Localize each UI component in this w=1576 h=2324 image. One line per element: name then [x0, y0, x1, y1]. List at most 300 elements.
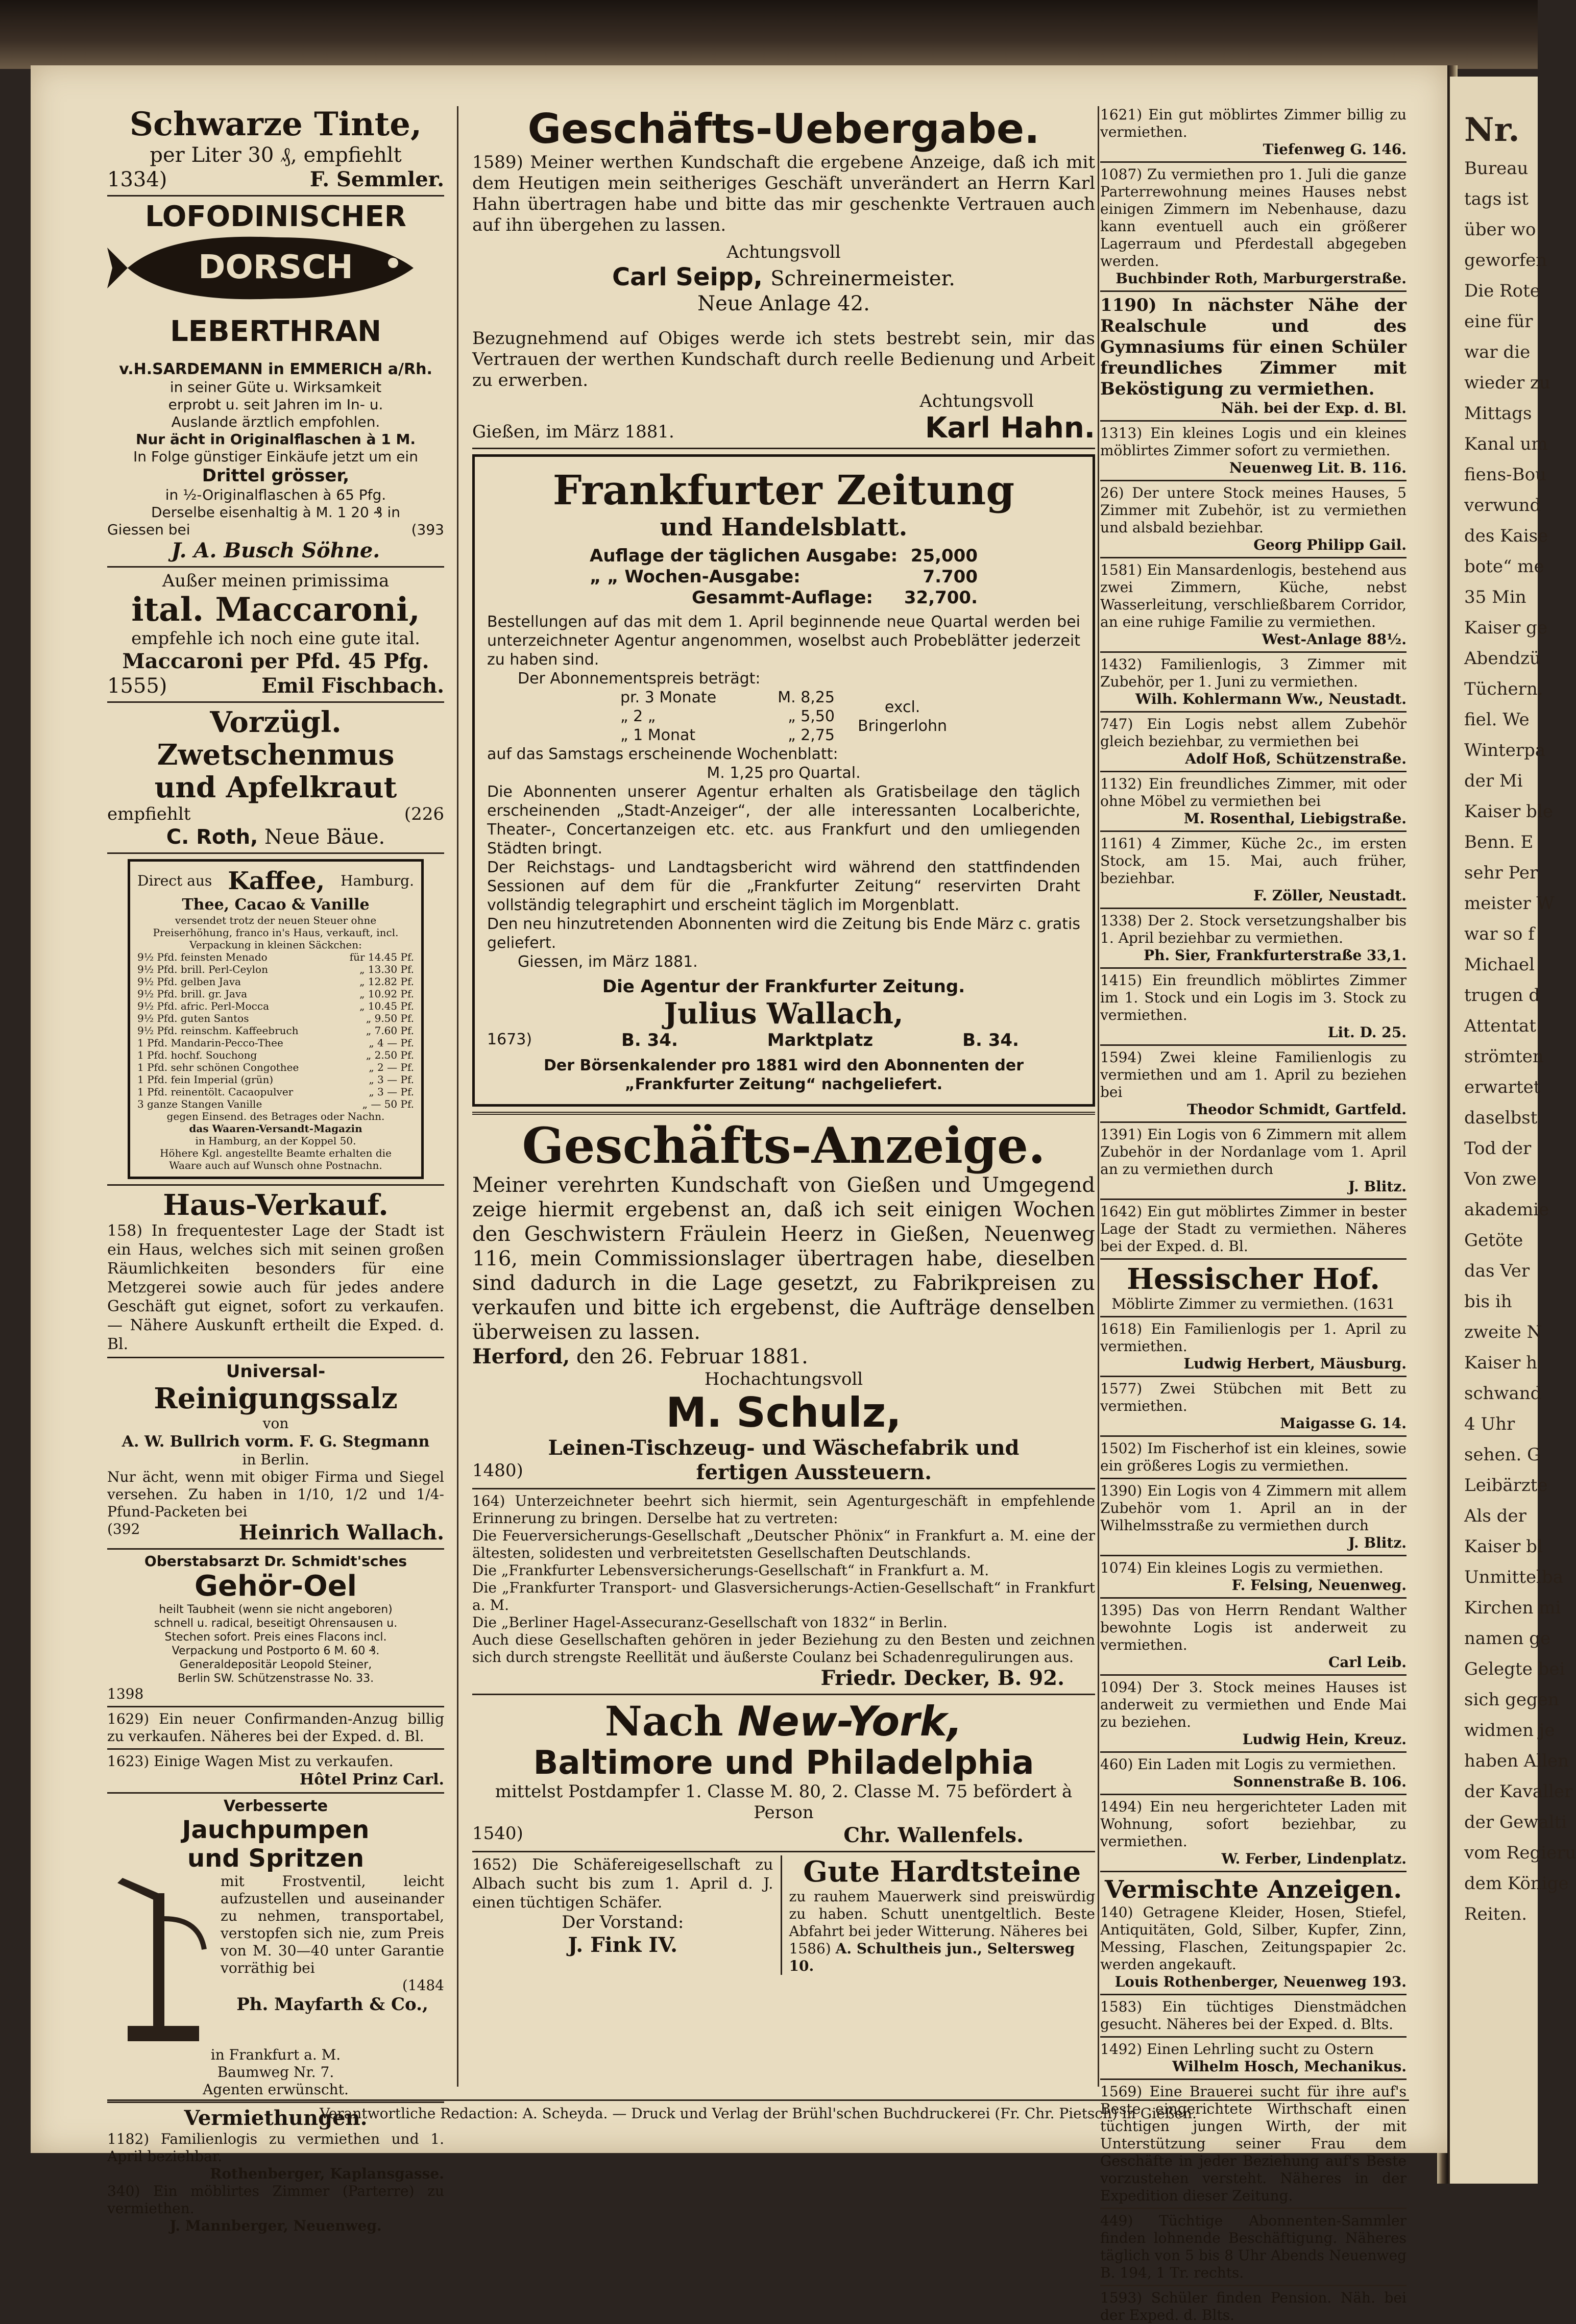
ad-text: 1593) Schüler finden Pension. Näh. bei der Exped. d. Blts.: [1100, 2289, 1407, 2323]
ad-signature: Buchbinder Roth, Marburgerstraße.: [1116, 270, 1407, 287]
ad-line: Höhere Kgl. angestellte Beamte erhalten die: [160, 1147, 392, 1159]
ad-geschaefts-anzeige: [472, 1119, 1095, 1485]
price-row: [137, 1012, 414, 1024]
facing-page-line: über wo: [1464, 219, 1536, 240]
facing-page-line: Reiten.: [1464, 1904, 1527, 1924]
ad-signature: J. A. Busch Söhne.: [171, 539, 380, 562]
ad-signature: Tiefenweg G. 146.: [1263, 141, 1407, 158]
classified-list: [1100, 106, 1407, 1868]
ad-mist: [107, 1753, 444, 1789]
ad-text: 1094) Der 3. Stock meines Hauses ist anderweit zu vermiethen und Ende Mai zu beziehen.: [1100, 1679, 1407, 1730]
ad-decker: [472, 1493, 1095, 1691]
ad-line: Universal-: [226, 1361, 326, 1382]
ad-zwetschen: [107, 706, 444, 849]
price-value: „ 10.45 Pf.: [359, 1000, 414, 1012]
classified-ad: [1100, 106, 1407, 158]
ad-signature: West-Anlage 88½.: [1262, 631, 1407, 648]
book-binding-top: [0, 0, 1538, 69]
ad-text: 158) In frequentester Lage der Stadt ist ein Haus, welches sich mit seinen großen Räumlichkeiten besonders für eine Metzgerei sowie auch für jedes andere Geschäft gut eignet, sofort zu verkaufen. — Nähere Auskunft ertheilt die Exped. d. Bl.: [107, 1222, 444, 1353]
ad-line: Baumweg Nr. 7.: [217, 2064, 334, 2081]
facing-page-line: der Mi: [1464, 771, 1523, 791]
ad-line: Achtungsvoll: [919, 391, 1034, 411]
ad-date: Giessen, im März 1881.: [518, 953, 698, 971]
ad-line: Außer meinen primissima: [162, 571, 390, 591]
divider: [1100, 1674, 1407, 1676]
ad-signature: C. Roth,: [166, 825, 258, 849]
price-value: „ 3 — Pf.: [369, 1086, 414, 1098]
ad-title-bottom: LEBERTHRAN: [170, 315, 381, 348]
ad-title: Haus-Verkauf.: [163, 1188, 389, 1222]
ad-number: 1398: [107, 1685, 144, 1702]
agency-item: Die Feuerversicherungs-Gesellschaft „Deutscher Phönix“ in Frankfurt a. M. eine der ältesten, solidesten und verbreitetsten Gesellschaften Deutschlands.: [472, 1527, 1095, 1561]
classified-ad: [1100, 2041, 1407, 2075]
facing-page-line: Attentat: [1464, 1016, 1536, 1036]
ad-title: Gute Hardtsteine: [803, 1855, 1081, 1889]
ad-haus: [107, 1189, 444, 1354]
ad-row: [472, 1855, 1095, 1975]
price-table: [620, 688, 835, 745]
ad-signature: Wilh. Kohlermann Ww., Neustadt.: [1135, 691, 1407, 707]
ad-signature: Theodor Schmidt, Gartfeld.: [1187, 1101, 1407, 1118]
ad-text: Auch diese Gesellschaften gehören in jeder Beziehung zu den Besten und zeichnen sich durch strengste Reellität und äußerste Coulanz bei Schadenregulirungen aus.: [472, 1631, 1095, 1666]
price-row: [620, 688, 835, 707]
price-row: [620, 726, 835, 745]
price-item: 9½ Pfd. gelben Java: [137, 975, 241, 988]
facing-page-line: fiens-Bou: [1464, 464, 1546, 485]
ad-line: In Folge günstiger Einkäufe jetzt um ein: [133, 448, 418, 465]
ad-line: in Frankfurt a. M.: [210, 2046, 341, 2063]
ad-line: Drittel grösser,: [202, 466, 350, 486]
ad-number: (226: [404, 804, 444, 824]
ad-line: Hochachtungsvoll: [704, 1369, 863, 1389]
classified-ad: [1100, 295, 1407, 417]
ad-line: Bringerlohn: [858, 717, 947, 735]
classified-ad: [1100, 1559, 1407, 1594]
facing-page-line: namen ge: [1464, 1628, 1551, 1649]
price-value: für 14.45 Pf.: [349, 951, 414, 963]
divider: [1100, 908, 1407, 909]
ad-number: 1586): [789, 1940, 831, 1957]
ad-title: Gehör-Oel: [195, 1570, 357, 1603]
ad-signature: Ph. Sier, Frankfurterstraße 33,1.: [1144, 947, 1407, 964]
ad-text: 1395) Das von Herrn Rendant Walther bewohnte Logis ist anderweit zu vermiethen.: [1100, 1602, 1407, 1653]
section-title: Vermiethungen.: [184, 2106, 368, 2130]
facing-page-line: Kirchen mi: [1464, 1598, 1561, 1618]
ad-line: Schreinermeister.: [770, 267, 956, 290]
ad-value: 7.700: [923, 567, 978, 587]
facing-page-line: Michael: [1464, 955, 1535, 975]
divider: [1100, 1994, 1407, 1995]
classified-ad: [1100, 1203, 1407, 1255]
ad-signature: M. Rosenthal, Liebigstraße.: [1183, 810, 1407, 827]
column-rule: [1098, 106, 1099, 2087]
facing-page-line: sehr Per: [1464, 863, 1538, 883]
ad-line: excl.: [884, 698, 920, 716]
ad-text: 747) Ein Logis nebst allem Zubehör gleich beziehbar, zu vermiethen bei: [1100, 716, 1407, 750]
newspaper-page: [31, 65, 1447, 2323]
price-item: 9½ Pfd. reinschm. Kaffeebruch: [137, 1024, 299, 1037]
ad-signature: Ph. Mayfarth & Co.,: [236, 1994, 428, 2015]
divider: [1100, 1597, 1407, 1599]
price-value: „ 10.92 Pf.: [359, 988, 414, 1000]
facing-page-line: Abendzü: [1464, 648, 1541, 669]
ad-gehoer: [107, 1553, 444, 1703]
divider: [1100, 420, 1407, 422]
ad-line: Verpackung und Postporto 6 M. 60 ₰.: [172, 1645, 380, 1657]
ad-signature: F. Zöller, Neustadt.: [1253, 887, 1407, 904]
ad-line: das Waaren-Versandt-Magazin: [189, 1122, 362, 1135]
price-row: [137, 1024, 414, 1037]
facing-page-line: Als der: [1464, 1506, 1526, 1526]
facing-page-line: Benn. E: [1464, 832, 1534, 852]
price-value: M. 8,25: [778, 689, 835, 706]
ad-text: 1190) In nächster Nähe der Realschule und des Gymnasiums für einen Schüler freundliches Zimmer mit Beköstigung zu vermiethen.: [1100, 295, 1407, 399]
agency-list: [472, 1527, 1095, 1631]
price-item: 9½ Pfd. feinsten Menado: [137, 951, 268, 963]
ad-line: Verbesserte: [223, 1797, 328, 1815]
facing-page: [1450, 77, 1576, 2184]
ad-text: Die Abonnenten unserer Agentur erhalten als Gratisbeilage den täglich erscheinenden „Stadt-Anzeiger“, der alle interessanten Localberichte, Theater-, Concertanzeigen etc. etc. aus Frankfurt und den umliegenden Städten bringt.: [487, 783, 1080, 858]
classified-ad: [1100, 484, 1407, 554]
ad-signature: Näh. bei der Exp. d. Bl.: [1221, 400, 1407, 417]
facing-page-line: daselbst: [1464, 1108, 1538, 1128]
classified-ad: [1100, 912, 1407, 964]
ad-title: ital. Maccaroni,: [131, 591, 420, 629]
ad-title: Jauchpumpen: [182, 1816, 370, 1844]
price-value: „ 2,75: [788, 726, 835, 744]
ad-line: Die Agentur der Frankfurter Zeitung.: [602, 976, 965, 997]
facing-page-line: sich gegen: [1464, 1690, 1559, 1710]
ad-text: 1087) Zu vermiethen pro 1. Juli die ganze Parterrewohnung meines Hauses nebst einigen Zimmern im Nebenhause, dazu kann eventuell auch ein größerer Lagerraum und Pferdestall abgegeben werden.: [1100, 166, 1407, 270]
classified-ad: [1100, 1482, 1407, 1552]
classified-ad: [1100, 656, 1407, 708]
price-value: „ 3 — Pf.: [369, 1073, 414, 1086]
agency-item: Die „Frankfurter Transport- und Glasversicherungs-Actien-Gesellschaft“ in Frankfurt a. M.: [472, 1579, 1095, 1613]
price-row: [137, 1098, 414, 1110]
facing-page-line: Winterpa: [1464, 740, 1546, 761]
ad-pumpen: [107, 1797, 444, 2098]
classified-ad: [1100, 835, 1407, 904]
classified-ad: [1100, 425, 1407, 477]
classified-ad: [1100, 1756, 1407, 1791]
ad-value: 25,000: [910, 546, 978, 566]
facing-page-line: war die: [1464, 342, 1531, 362]
ad-text: 1313) Ein kleines Logis und ein kleines möblirtes Zimmer sofort zu vermiethen.: [1100, 425, 1407, 459]
ad-uebergabe: [472, 106, 1095, 445]
ad-text: Nur ächt, wenn mit obiger Firma und Siegel versehen. Zu haben in 1/10, 1/2 und 1/4-Pfund-Packeten bei: [107, 1469, 444, 1520]
facing-page-line: widmen je: [1464, 1720, 1555, 1741]
ad-text: 340) Ein möblirtes Zimmer (Parterre) zu vermiethen.: [107, 2183, 444, 2217]
ad-date: Herford,: [472, 1344, 570, 1368]
ad-kaffee: [128, 859, 424, 1179]
facing-page-line: 4 Uhr: [1464, 1414, 1515, 1434]
ad-signature: M. Schulz,: [666, 1389, 902, 1436]
facing-page-line: Von zwe: [1464, 1169, 1537, 1189]
ad-signature: J. Blitz.: [1348, 1534, 1407, 1551]
ad-title: und Apfelkraut: [154, 771, 397, 804]
ad-title: Kaffee,: [228, 867, 325, 895]
ad-dorsch: [107, 202, 444, 563]
divider: [1100, 1198, 1407, 1200]
facing-page-line: der Gewalti: [1464, 1812, 1567, 1832]
ad-line: Der Abonnementspreis beträgt:: [518, 670, 761, 688]
ad-signature: Heinrich Wallach.: [238, 1521, 444, 1545]
ad-line: heilt Taubheit (wenn sie nicht angeboren): [159, 1603, 393, 1616]
ad-title: Hessischer Hof.: [1127, 1262, 1380, 1296]
ad-date: Gießen, im März 1881.: [472, 422, 674, 442]
ad-number: 1673): [487, 1031, 532, 1048]
price-row: [137, 963, 414, 975]
ad-signature: Emil Fischbach.: [261, 674, 444, 698]
divider: [1100, 651, 1407, 653]
price-row: [137, 1061, 414, 1073]
ad-line: in seiner Güte u. Wirksamkeit: [169, 379, 382, 396]
ad-tinte: [107, 106, 444, 192]
classified-ad: [1100, 1904, 1407, 1991]
price-item: 1 Pfd. sehr schönen Congothee: [137, 1061, 299, 1073]
facing-page-line: Mittags: [1464, 403, 1532, 424]
facing-page-line: des Kaise: [1464, 526, 1548, 546]
ad-line: Berlin SW. Schützenstrasse No. 33.: [177, 1672, 374, 1685]
ad-new-york: [472, 1698, 1095, 1848]
ad-hardtsteine: [782, 1855, 1096, 1975]
ad-line: Gesammt-Auflage:: [692, 588, 874, 608]
price-row: [137, 1049, 414, 1061]
ad-text: 1390) Ein Logis von 4 Zimmern mit allem Zubehör vom 1. April an in der Wilhelmsstraße zu vermiethen durch: [1100, 1482, 1407, 1534]
ad-subtitle: und Handelsblatt.: [660, 513, 908, 542]
ad-signature: Rothenberger, Kaplansgasse.: [210, 2165, 444, 2182]
ad-address: Neue Bäue.: [264, 825, 385, 849]
divider: [1100, 1794, 1407, 1795]
facing-page-line: war so f: [1464, 924, 1535, 944]
ad-line: A. W. Bullrich vorm. F. G. Stegmann: [122, 1433, 430, 1451]
facing-page-line: Getöte: [1464, 1230, 1523, 1251]
facing-page-line: Kaiser ge: [1464, 618, 1548, 638]
ad-line: Leinen-Tischzeug- und Wäschefabrik und: [548, 1436, 1020, 1460]
ad-value: 32,700.: [904, 588, 978, 608]
pump-icon: [107, 1873, 214, 2046]
ad-line: Waare auch auf Wunsch ohne Postnachn.: [169, 1159, 382, 1171]
column-2: [472, 106, 1095, 1975]
ad-maker: v.H.SARDEMANN in EMMERICH a/Rh.: [119, 360, 432, 378]
ad-text: 1577) Zwei Stübchen mit Bett zu vermiethen.: [1100, 1380, 1407, 1414]
ad-number: 1480): [472, 1460, 523, 1481]
section-title: Vermischte Anzeigen.: [1104, 1875, 1402, 1904]
ad-text: 1415) Ein freundlich möblirtes Zimmer im 1. Stock und ein Logis im 3. Stock zu vermiethen.: [1100, 972, 1407, 1023]
ad-line: schnell u. radical, beseitigt Ohrensausen u.: [154, 1617, 398, 1630]
ad-text: 449) Tüchtige Abonnenten-Sammler finden lohnende Beschäftigung. Näheres täglich von 5 bis 8 Uhr Abends Neuenweg B. 194, 1 Tr. rechts.: [1100, 2212, 1407, 2281]
classified-ad: [1100, 775, 1407, 827]
ad-signature: Ludwig Hein, Kreuz.: [1242, 1731, 1407, 1748]
ad-title: Geschäfts-Anzeige.: [522, 1117, 1046, 1175]
ad-line: Auflage der täglichen Ausgabe:: [590, 546, 898, 566]
section-vermiethungen: [107, 2106, 444, 2235]
divider: [1100, 1555, 1407, 1556]
ad-title: Nach: [604, 1697, 723, 1745]
facing-page-line: eine für: [1464, 311, 1533, 332]
divider: [1100, 2208, 1407, 2209]
ad-line: mittelst Postdampfer 1. Classe M. 80, 2. Classe M. 75 befördert à Person: [495, 1781, 1073, 1823]
ad-signature: J. Fink IV.: [568, 1933, 678, 1957]
price-row: [137, 988, 414, 1000]
ad-signature: A. Schultheis jun., Seltersweg 10.: [789, 1940, 1075, 1974]
classified-ad: [1100, 1602, 1407, 1671]
facing-page-line: haben Allen: [1464, 1751, 1569, 1771]
ad-text: 1492) Einen Lehrling sucht zu Ostern: [1100, 2041, 1374, 2058]
ad-text: 140) Getragene Kleider, Hosen, Stiefel, Antiquitäten, Gold, Silber, Kupfer, Zinn, Messing, Flaschen, Zeitungspapier 2c. werden angekauft.: [1100, 1904, 1407, 1973]
divider: [1100, 830, 1407, 832]
ad-signature: Hôtel Prinz Carl.: [299, 1771, 444, 1789]
facing-page-line: bote“ me: [1464, 556, 1544, 577]
ad-title-top: LOFODINISCHER: [145, 200, 406, 233]
facing-page-line: schwand: [1464, 1383, 1542, 1404]
facing-page-line: Kaiser h: [1464, 1353, 1538, 1373]
divider: [1100, 967, 1407, 969]
ad-title: New-York,: [737, 1698, 963, 1745]
ad-text: 1583) Ein tüchtiges Dienstmädchen gesucht. Näheres bei der Exped. d. Blts.: [1100, 1998, 1407, 2033]
classified-ad: [1100, 1126, 1407, 1195]
price-row: [137, 1086, 414, 1098]
ad-signature: Friedr. Decker, B. 92.: [820, 1666, 1064, 1690]
ad-text: Den neu hinzutretenden Abonnenten wird die Zeitung bis Ende März c. gratis geliefert.: [487, 915, 1080, 952]
classified-ad: [1100, 1679, 1407, 1748]
price-row: [137, 975, 414, 988]
ad-schaefer: [472, 1855, 782, 1975]
ad-text: 26) Der untere Stock meines Hauses, 5 Zimmer mit Zubehör, ist zu vermiethen und alsbald beziehbar.: [1100, 484, 1407, 536]
ad-text: 1182) Familienlogis zu vermiethen und 1. April beziehbar.: [107, 2131, 444, 2165]
ad-signature: Karl Hahn.: [925, 411, 1095, 445]
divider: [1100, 1044, 1407, 1046]
ad-number: (1484: [402, 1977, 444, 1994]
classified-ad: [1100, 1440, 1407, 1475]
classified-ad: [1100, 166, 1407, 287]
facing-page-line: das Ver: [1464, 1261, 1530, 1281]
column-1: [107, 106, 444, 2235]
facing-page-line: Tod der: [1464, 1138, 1532, 1159]
facing-page-line: sehen. G: [1464, 1445, 1541, 1465]
ad-signature: Georg Philipp Gail.: [1253, 536, 1407, 553]
ad-line: Maccaroni per Pfd. 45 Pfg.: [122, 649, 429, 673]
ad-number: 1555): [107, 674, 167, 698]
ad-line: Oberstabsarzt Dr. Schmidt'sches: [144, 1553, 407, 1570]
ad-text: 1581) Ein Mansardenlogis, bestehend aus zwei Zimmern, Küche, nebst Wasserleitung, verschließbarem Corridor, an eine ruhige Familie zu vermiethen.: [1100, 561, 1407, 630]
ad-text: 1589) Meiner werthen Kundschaft die ergebene Anzeige, daß ich mit dem Heutigen mein seitheriges Geschäft unverändert an Herrn Karl Hahn übertragen habe und bitte das mir geschenkte Vertrauen auch auf ihn übergehen zu lassen.: [472, 152, 1095, 235]
facing-page-line: vom Regieru: [1464, 1843, 1576, 1863]
facing-page-line: Bureau: [1464, 158, 1529, 179]
price-item: 9½ Pfd. brill. Perl-Ceylon: [137, 963, 268, 975]
divider: [1100, 2036, 1407, 2038]
facing-page-line: dem Könige: [1464, 1873, 1569, 1894]
ad-city: Giessen bei: [107, 521, 190, 538]
facing-page-line: fiel. We: [1464, 710, 1530, 730]
ad-title: Geschäfts-Uebergabe.: [527, 105, 1040, 153]
agency-item: Die „Frankfurter Lebensversicherungs-Gesellschaft“ in Frankfurt a. M.: [472, 1562, 989, 1579]
classified-ad: [1100, 2289, 1407, 2324]
ad-title: Schwarze Tinte,: [129, 105, 422, 143]
ad-text: Der Börsenkalender pro 1881 wird den Abonnenten der „Frankfurter Zeitung“ nachgeliefert.: [544, 1057, 1024, 1093]
facing-page-line: Kaiser ble: [1464, 801, 1553, 822]
ad-text: 1621) Ein gut möblirtes Zimmer billig zu vermiethen.: [1100, 106, 1407, 140]
price-period: „ 2 „: [620, 707, 656, 725]
facing-page-line: meister W: [1464, 893, 1555, 914]
ad-line: versendet trotz der neuen Steuer ohne Preiserhöhung, franco in's Haus, verkauft, incl.: [153, 914, 399, 939]
ad-line: fertigen Aussteuern.: [696, 1460, 932, 1484]
ad-signature: W. Ferber, Lindenplatz.: [1221, 1850, 1407, 1867]
ad-line: Direct aus: [137, 872, 212, 889]
ad-line: Hamburg.: [341, 872, 414, 889]
ad-line: Derselbe eisenhaltig à M. 1 20 ₰ in: [151, 504, 400, 521]
facing-page-line: trugen d: [1464, 985, 1540, 1006]
price-item: 9½ Pfd. guten Santos: [137, 1012, 249, 1024]
price-value: „ 9.50 Pf.: [366, 1012, 414, 1024]
ad-text: 1074) Ein kleines Logis zu vermiethen.: [1100, 1559, 1384, 1576]
ad-number: (393: [411, 521, 444, 538]
ad-text: 1502) Im Fischerhof ist ein kleines, sowie ein größeres Logis zu vermiethen.: [1100, 1440, 1407, 1474]
facing-page-line: akademie: [1464, 1200, 1549, 1220]
ad-line: erprobt u. seit Jahren im In- u.: [168, 396, 383, 413]
divider: [1100, 1435, 1407, 1437]
ad-title: Frankfurter Zeitung: [552, 466, 1015, 514]
ad-text: 1161) 4 Zimmer, Küche 2c., im ersten Stock, am 15. Mai, auch früher, beziehbar.: [1100, 835, 1407, 887]
ad-signature: Carl Leib.: [1328, 1654, 1407, 1671]
ad-text: 1652) Die Schäfereigesellschaft zu Albach sucht bis zum 1. April d. J. einen tüchtigen Schäfer.: [472, 1856, 773, 1912]
ad-text: 1594) Zwei kleine Familienlogis zu vermiethen und am 1. April zu beziehen bei: [1100, 1049, 1407, 1100]
ad-line: empfiehlt: [107, 804, 191, 824]
ad-line: Marktplatz: [767, 1030, 874, 1050]
ad-text: 1623) Einige Wagen Mist zu verkaufen.: [107, 1753, 394, 1770]
ad-line: auf das Samstags erscheinende Wochenblatt:: [487, 745, 838, 763]
ad-title: Vorzügl. Zwetschenmus: [157, 705, 395, 772]
ad-text: 1569) Eine Brauerei sucht für ihre auf's Beste eingerichtete Wirthschaft einen tüchtigen jungen Wirth, der mit Unterstützung seiner Frau dem Geschäfte in jeder Beziehung auf's Beste vorzustehen versteht. Näheres in der Expedition dieser Zeitung.: [1100, 2083, 1407, 2204]
divider: [1100, 1376, 1407, 1377]
classified-ad: [1100, 2212, 1407, 2282]
facing-page-line: zweite N: [1464, 1322, 1542, 1342]
price-value: „ 4 — Pf.: [369, 1037, 414, 1049]
ad-signature: Sonnenstraße B. 106.: [1233, 1773, 1407, 1790]
classified-ad: [1100, 1320, 1407, 1373]
price-item: 9½ Pfd. afric. Perl-Mocca: [137, 1000, 269, 1012]
price-value: „ 5,50: [788, 707, 835, 725]
divider: [1100, 711, 1407, 713]
fish-label: DORSCH: [198, 249, 353, 286]
ad-line: M. 1,25 pro Quartal.: [707, 764, 861, 782]
ad-title: und Spritzen: [187, 1844, 365, 1873]
ad-text: 1432) Familienlogis, 3 Zimmer mit Zubehör, per 1. Juni zu vermiethen.: [1100, 656, 1407, 690]
agency-item: Die „Berliner Hagel-Assecuranz-Gesellschaft von 1832“ in Berlin.: [472, 1614, 948, 1631]
price-value: „ 12.82 Pf.: [359, 975, 414, 988]
ad-text: 1618) Ein Familienlogis per 1. April zu vermiethen.: [1100, 1320, 1407, 1355]
ad-line: empfehle ich noch eine gute ital.: [131, 628, 420, 649]
ad-text: Der Reichstags- und Landtagsbericht wird während den stattfindenden Sessionen auf dem für die „Frankfurter Zeitung“ reservirten Draht vollständig telegraphirt und erscheint täglich im Morgenblatt.: [487, 859, 1080, 914]
ad-text: 1642) Ein gut möblirtes Zimmer in bester Lage der Stadt zu vermiethen. Näheres bei der Exped. d. Bl.: [1100, 1203, 1407, 1255]
ad-konfirmanden: 1629) Ein neuer Confirmanden-Anzug billig zu verkaufen. Näheres bei der Exped. d. Bl.: [107, 1710, 444, 1745]
ad-line: Der Vorstand:: [562, 1912, 684, 1932]
ad-line: in Hamburg, an der Koppel 50.: [195, 1135, 356, 1147]
ad-signature: Lit. D. 25.: [1327, 1024, 1407, 1041]
ad-text: 1391) Ein Logis von 6 Zimmern mit allem Zubehör in der Nordanlage vom 1. April an zu vermiethen durch: [1100, 1126, 1407, 1178]
divider: [1100, 2285, 1407, 2286]
divider: [1100, 557, 1407, 558]
ad-signature: J. Mannberger, Neuenweg.: [169, 2217, 382, 2234]
facing-page-line: verwund: [1464, 495, 1541, 516]
price-list: [137, 951, 414, 1110]
facing-page-line: bis ih: [1464, 1291, 1512, 1312]
price-item: 1 Pfd. Mandarin-Pecco-Thee: [137, 1037, 283, 1049]
divider: [1100, 480, 1407, 481]
divider: [1100, 1258, 1407, 1260]
price-item: 1 Pfd. fein Imperial (grün): [137, 1073, 274, 1086]
price-item: 9½ Pfd. brill. gr. Java: [137, 988, 248, 1000]
